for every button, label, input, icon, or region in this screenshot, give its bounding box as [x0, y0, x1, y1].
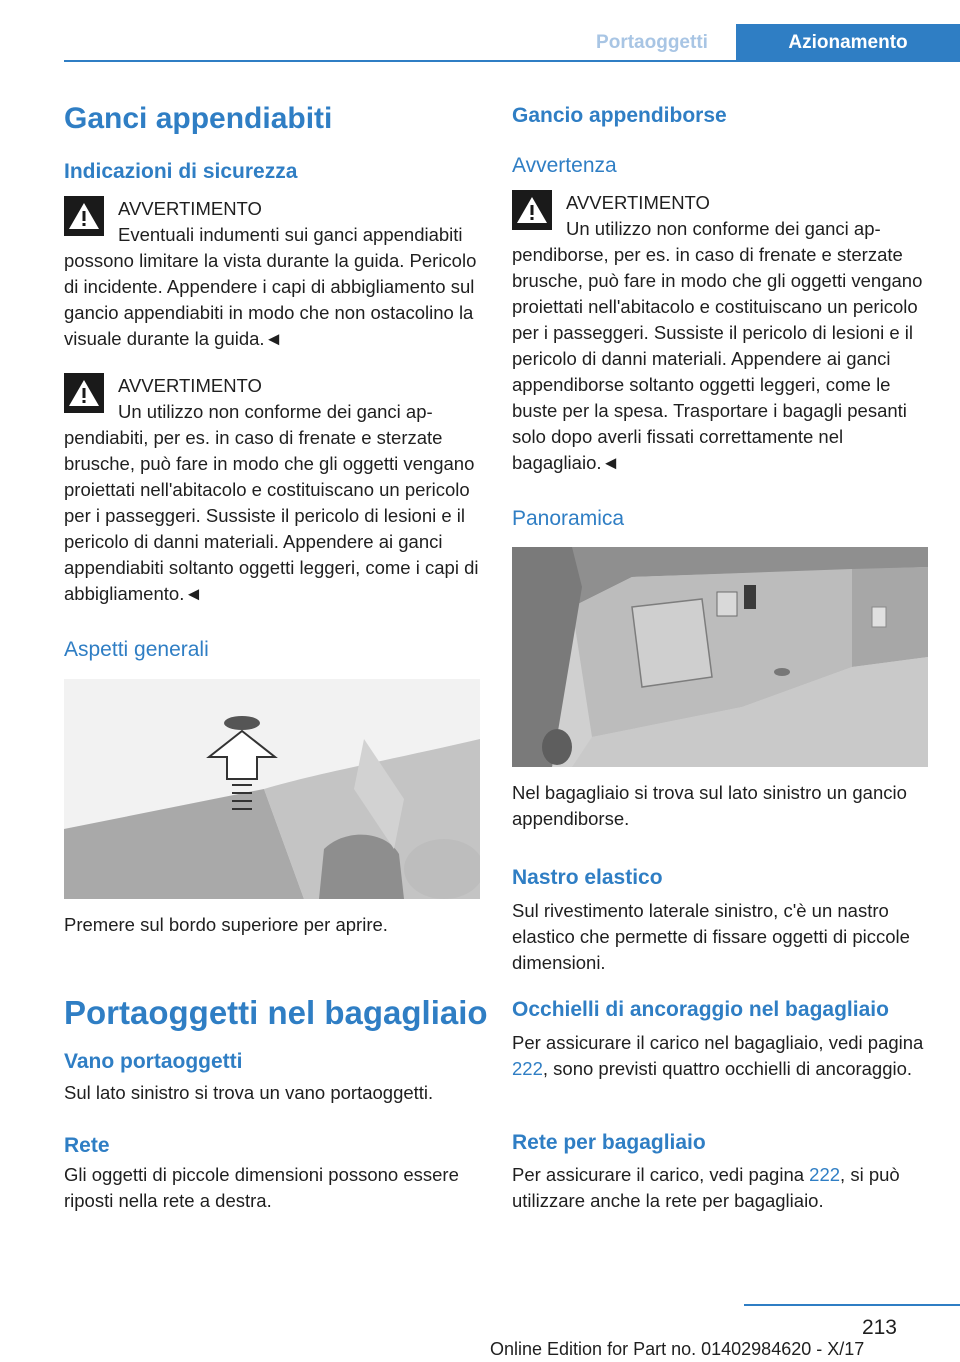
warning-triangle-icon	[64, 196, 104, 236]
warning-text: Eventuali indumenti sui ganci appendiabiti possono limitare la vista durante la guida. Pericolo di incidente. Appendere i capi di abbigliamento sul gancio appendiabiti in modo che non ostacolino la visuale durante la guida.◄	[64, 224, 477, 349]
warning-text: Un utilizzo non conforme dei ganci appendiabiti, per es. in caso di frenate e sterzate brusche, può fare in modo che gli oggetti vengano proiettati nell'abitacolo e costituiscano un pericolo per i passeggeri. Sussiste il pericolo di lesioni e il pericolo di danni materiali. Appendere ai ganci appendiabiti soltanto oggetti leggeri, come i capi di abbigliamento.◄	[64, 401, 479, 604]
headliner-hook-photo	[64, 679, 480, 899]
page-link[interactable]: 222	[809, 1164, 841, 1185]
page-link[interactable]: 222	[512, 1058, 543, 1079]
chapter-tab[interactable]: Azionamento	[736, 24, 960, 61]
warning-triangle-icon	[512, 190, 552, 230]
nastro-text: Sul rivestimento laterale sinistro, c'è un nastro elastico che permette di fissare oggetti di piccole dimensioni.	[512, 900, 910, 973]
edition-footer: Online Edition for Part no. 01402984620 - X/17	[490, 1339, 865, 1359]
vano-heading: Vano portaoggetti	[64, 1050, 243, 1073]
warning-block-3	[512, 190, 928, 476]
safety-heading: Indicazioni di sicurezza	[64, 160, 298, 183]
header-rule	[64, 60, 960, 62]
trunk-photo	[512, 547, 928, 767]
page-number: 213	[861, 1316, 897, 1339]
warning-block-2	[64, 373, 480, 607]
warning-label: AVVERTIMENTO	[118, 375, 262, 396]
warning-block-1	[64, 196, 480, 352]
warning-triangle-icon	[64, 373, 104, 413]
header-tabs	[568, 24, 960, 61]
rete-bagagliaio-heading: Rete per bagagliaio	[512, 1131, 706, 1154]
photo-caption: Premere sul bordo superiore per aprire.	[64, 914, 388, 935]
panoramica-heading: Panoramica	[512, 507, 625, 530]
general-heading: Aspetti generali	[64, 638, 209, 661]
rete-text: Gli oggetti di piccole dimensioni possono essere riposti nella rete a destra.	[64, 1164, 459, 1211]
section-title-ganci: Ganci appendiabiti	[64, 102, 333, 135]
rete-heading: Rete	[64, 1134, 110, 1157]
warning-label: AVVERTIMENTO	[566, 192, 710, 213]
nastro-heading: Nastro elastico	[512, 866, 663, 889]
photo-caption: Nel bagagliaio si trova sul lato sinistro un gancio appendiborse.	[512, 782, 907, 829]
footer-rule	[744, 1304, 960, 1306]
warning-label: AVVERTIMENTO	[118, 198, 262, 219]
section-title-portaoggetti: Portaoggetti nel bagagliaio	[64, 994, 488, 1031]
gancio-heading: Gancio appendiborse	[512, 104, 727, 127]
occhielli-heading: Occhielli di ancoraggio nel bagagliaio	[512, 998, 889, 1021]
section-tab[interactable]: Portaoggetti	[596, 32, 708, 53]
warning-text: Un utilizzo non conforme dei ganci appendiborse, per es. in caso di frenate e sterzate brusche, può fare in modo che gli oggetti vengano proiettati nell'abitacolo e costituiscano un pericolo per i passeggeri. Sussiste il pericolo di lesioni e il pericolo di danni materiali. Appendere ai ganci appendiborse soltanto oggetti leggeri, come le buste per la spesa. Trasportare i bagagli pesanti solo dopo averli fissati correttamente nel bagagliaio.◄	[512, 218, 923, 473]
vano-text: Sul lato sinistro si trova un vano portaoggetti.	[64, 1082, 434, 1103]
rete-bagagliaio-text: Per assicurare il carico, vedi pagina 222, si può utilizzare anche la rete per bagagliaio.	[512, 1164, 900, 1211]
occhielli-text: Per assicurare il carico nel bagagliaio, vedi pagina 222, sono previsti quattro occhielli di ancoraggio.	[512, 1032, 924, 1079]
avvertenza-heading: Avvertenza	[512, 154, 617, 177]
